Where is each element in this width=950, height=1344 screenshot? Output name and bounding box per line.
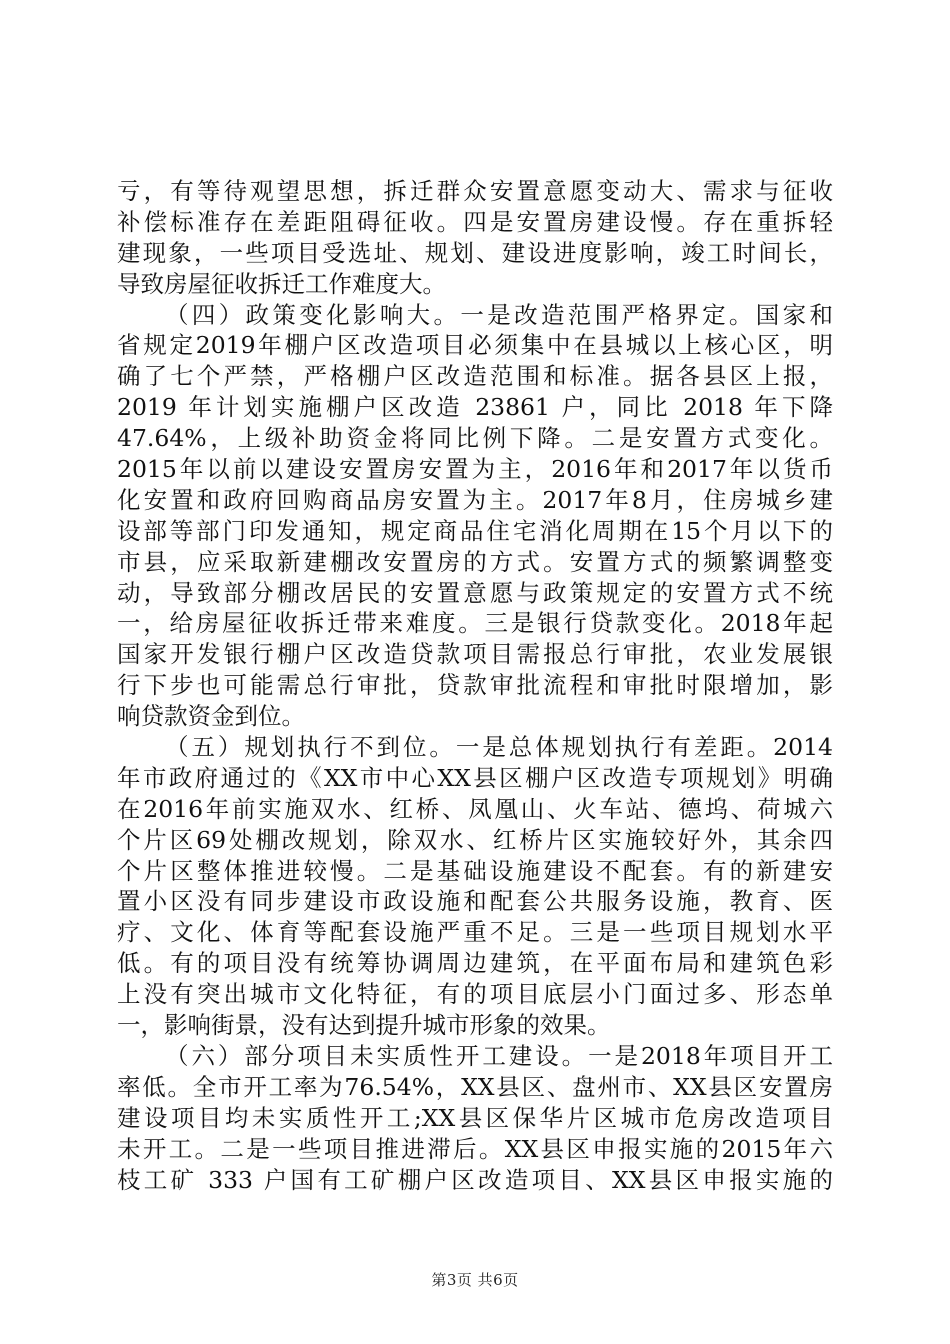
- text-line: 在2016年前实施双水、红桥、凤凰山、火车站、德坞、荷城六: [117, 794, 833, 823]
- text-line: 个片区整体推进较慢。二是基础设施建设不配套。有的新建安: [117, 856, 833, 885]
- page-footer: [0, 1269, 950, 1290]
- text-line: 补偿标准存在差距阻碍征收。四是安置房建设慢。存在重拆轻: [117, 207, 833, 236]
- text-line: 行下步也可能需总行审批，贷款审批流程和审批时限增加，影: [117, 671, 833, 700]
- text-line: 响贷款资金到位。: [117, 702, 305, 731]
- text-line: 导致房屋征收拆迁工作难度大。: [117, 269, 446, 298]
- text-line: 2015年以前以建设安置房安置为主，2016年和2017年以货币: [117, 455, 833, 484]
- text-line: 化安置和政府回购商品房安置为主。2017年8月，住房城乡建: [117, 485, 833, 514]
- text-line: 设部等部门印发通知，规定商品住宅消化周期在15个月以下的: [117, 516, 833, 545]
- text-line: 确了七个严禁，严格棚户区改造范围和标准。据各县区上报，: [117, 362, 833, 391]
- text-line: 建现象，一些项目受选址、规划、建设进度影响，竣工时间长，: [117, 238, 833, 267]
- text-line: 亏，有等待观望思想，拆迁群众安置意愿变动大、需求与征收: [117, 177, 833, 205]
- text-line: （五）规划执行不到位。一是总体规划执行有差距。2014: [165, 733, 833, 762]
- text-line: 未开工。二是一些项目推进滞后。XX县区申报实施的2015年六: [117, 1134, 833, 1163]
- text-line: 枝工矿 333 户国有工矿棚户区改造项目、XX县区申报实施的: [117, 1165, 833, 1194]
- text-line: 置小区没有同步建设市政设施和配套公共服务设施，教育、医: [117, 887, 833, 916]
- text-line: 个片区69处棚改规划，除双水、红桥片区实施较好外，其余四: [117, 825, 833, 854]
- text-line: 一，影响街景，没有达到提升城市形象的效果。: [117, 1011, 611, 1040]
- text-line: 一，给房屋征收拆迁带来难度。三是银行贷款变化。2018年起: [117, 609, 833, 638]
- text-line: （六）部分项目未实质性开工建设。一是2018年项目开工: [165, 1041, 833, 1070]
- text-line: 疗、文化、体育等配套设施严重不足。三是一些项目规划水平: [117, 918, 833, 947]
- text-line: 低。有的项目没有统筹协调周边建筑，在平面布局和建筑色彩: [117, 949, 833, 978]
- text-line: 率低。全市开工率为76.54%，XX县区、盘州市、XX县区安置房: [117, 1072, 833, 1101]
- text-line: 年市政府通过的《XX市中心XX县区棚户区改造专项规划》明确: [117, 763, 833, 792]
- text-line: （四）政策变化影响大。一是改造范围严格界定。国家和: [165, 300, 833, 329]
- text-line: 市县，应采取新建棚改安置房的方式。安置方式的频繁调整变: [117, 547, 833, 576]
- text-line: 上没有突出城市文化特征，有的项目底层小门面过多、形态单: [117, 980, 833, 1009]
- text-line: 国家开发银行棚户区改造贷款项目需报总行审批，农业发展银: [117, 640, 833, 669]
- page-number-label: 第3页 共6页: [431, 1271, 519, 1289]
- text-line: 省规定2019年棚户区改造项目必须集中在县城以上核心区，明: [117, 331, 833, 360]
- text-line: 47.64%，上级补助资金将同比例下降。二是安置方式变化。: [117, 424, 833, 453]
- text-line: 2019 年计划实施棚户区改造 23861 户，同比 2018 年下降: [117, 393, 833, 422]
- text-line: 建设项目均未实质性开工;XX县区保华片区城市危房改造项目: [117, 1103, 833, 1132]
- text-line: 动，导致部分棚改居民的安置意愿与政策规定的安置方式不统: [117, 578, 833, 607]
- document-body: [117, 176, 833, 1195]
